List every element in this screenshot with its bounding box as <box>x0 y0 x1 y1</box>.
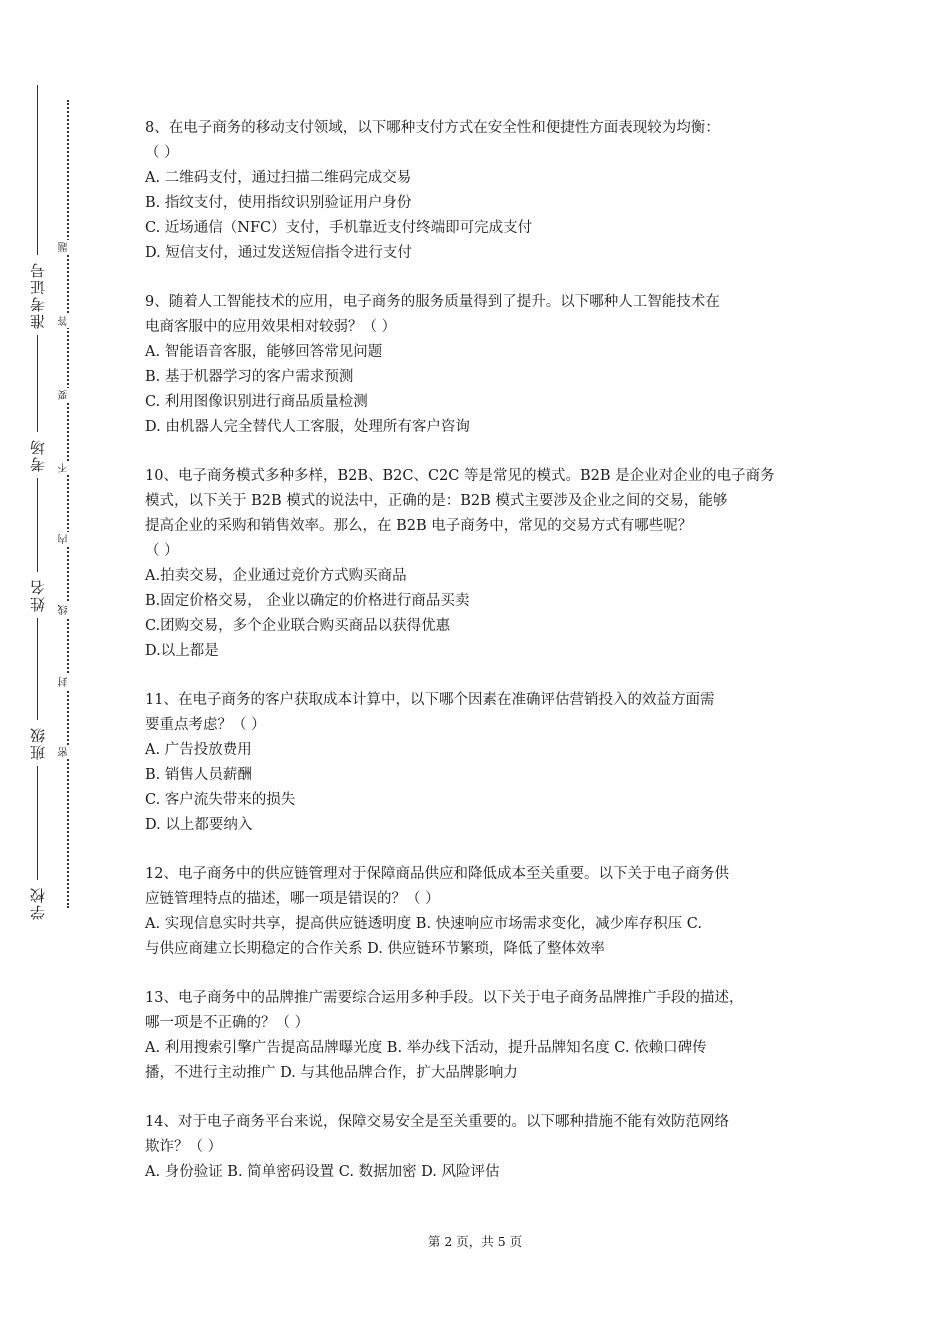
question-line: D.以上都是 <box>145 643 219 659</box>
class-label: 班级 <box>20 720 56 766</box>
question-11 <box>145 688 810 838</box>
question-stem-line: 9、随着人工智能技术的应用，电子商务的服务质量得到了提升。以下哪种人工智能技术在 <box>145 294 720 310</box>
seal-char: 题 <box>58 240 76 254</box>
name-label: 姓名 <box>20 572 56 618</box>
school-label: 学校 <box>20 880 56 926</box>
question-line: B. 基于机器学习的客户需求预测 <box>145 369 354 385</box>
question-8 <box>145 116 810 266</box>
question-10 <box>145 464 810 664</box>
question-stem-line: 10、电子商务模式多种多样，B2B、B2C、C2C 等是常见的模式。B2B 是企业对企业的电子商务 <box>145 468 775 484</box>
question-line: D. 以上都要纳入 <box>145 817 253 833</box>
question-stem-line: 11、在电子商务的客户获取成本计算中，以下哪个因素在准确评估营销投入的效益方面需 <box>145 692 715 708</box>
question-line: A. 身份验证 B. 简单密码设置 C. 数据加密 D. 风险评估 <box>145 1164 500 1180</box>
question-line: D. 由机器人完全替代人工客服，处理所有客户咨询 <box>145 419 470 435</box>
question-line: 欺诈？（ ） <box>145 1139 223 1155</box>
question-line: C. 客户流失带来的损失 <box>145 792 296 808</box>
question-line: 播，不进行主动推广 D. 与其他品牌合作，扩大品牌影响力 <box>145 1065 518 1081</box>
question-line: A. 二维码支付，通过扫描二维码完成交易 <box>145 170 412 186</box>
seal-char: 不 <box>58 461 76 475</box>
binding-solid-line <box>37 85 38 925</box>
question-line: 提高企业的采购和销售效率。那么，在 B2B 电子商务中，常见的交易方式有哪些呢？ <box>145 518 693 534</box>
question-line: C. 利用图像识别进行商品质量检测 <box>145 394 368 410</box>
seal-char: 内 <box>58 532 76 546</box>
question-line: 与供应商建立长期稳定的合作关系 D. 供应链环节繁琐，降低了整体效率 <box>145 941 605 957</box>
question-line: A. 实现信息实时共享，提高供应链透明度 B. 快速响应市场需求变化，减少库存积压 C. <box>145 916 702 932</box>
question-line: A. 利用搜索引擎广告提高品牌曝光度 B. 举办线下活动，提升品牌知名度 C. 依赖口碑传 <box>145 1040 707 1056</box>
seal-char: 线 <box>58 603 76 617</box>
question-line: B. 指纹支付，使用指纹识别验证用户身份 <box>145 195 412 211</box>
seal-char: 要 <box>58 388 76 402</box>
seal-char: 答 <box>58 314 76 328</box>
question-line: 模式，以下关于 B2B 模式的说法中，正确的是：B2B 模式主要涉及企业之间的交易，能够 <box>145 493 728 509</box>
question-line: C.团购交易，多个企业联合购买商品以获得优惠 <box>145 618 451 634</box>
question-line: （ ） <box>145 145 179 161</box>
question-line: （ ） <box>145 543 179 559</box>
question-line: C. 近场通信（NFC）支付，手机靠近支付终端即可完成支付 <box>145 220 533 236</box>
question-13 <box>145 986 810 1086</box>
question-stem-line: 13、电子商务中的品牌推广需要综合运用多种手段。以下关于电子商务品牌推广手段的描述， <box>145 990 744 1006</box>
seal-char: 封 <box>58 675 76 689</box>
question-line: B. 销售人员薪酬 <box>145 767 252 783</box>
seal-char: 密 <box>58 745 76 759</box>
binding-strip <box>0 0 110 1344</box>
question-9 <box>145 290 810 440</box>
exam-number-label: 准考证号 <box>20 255 56 335</box>
question-line: A.拍卖交易，企业通过竞价方式购买商品 <box>145 568 407 584</box>
question-line: B.固定价格交易， 企业以确定的价格进行商品买卖 <box>145 593 470 609</box>
question-line: A. 广告投放费用 <box>145 742 252 758</box>
question-stem-line: 12、电子商务中的供应链管理对于保障商品供应和降低成本至关重要。以下关于电子商务供 <box>145 866 729 882</box>
question-12 <box>145 862 810 962</box>
question-line: 电商客服中的应用效果相对较弱？（ ） <box>145 319 397 335</box>
seal-dotted-line <box>67 100 69 908</box>
question-line: 要重点考虑？（ ） <box>145 717 266 733</box>
question-line: A. 智能语音客服，能够回答常见问题 <box>145 344 383 360</box>
question-list <box>145 116 810 1209</box>
exam-room-label: 考场 <box>20 432 56 478</box>
question-line: 哪一项是不正确的？（ ） <box>145 1015 310 1031</box>
question-stem-line: 14、对于电子商务平台来说，保障交易安全是至关重要的。以下哪种措施不能有效防范网络 <box>145 1114 729 1130</box>
question-stem-line: 8、在电子商务的移动支付领域，以下哪种支付方式在安全性和便捷性方面表现较为均衡： <box>145 120 720 136</box>
page-footer: 第 2 页，共 5 页 <box>427 1234 523 1249</box>
question-14 <box>145 1110 810 1185</box>
question-line: D. 短信支付，通过发送短信指令进行支付 <box>145 245 412 261</box>
question-line: 应链管理特点的描述，哪一项是错误的？（ ） <box>145 891 440 907</box>
